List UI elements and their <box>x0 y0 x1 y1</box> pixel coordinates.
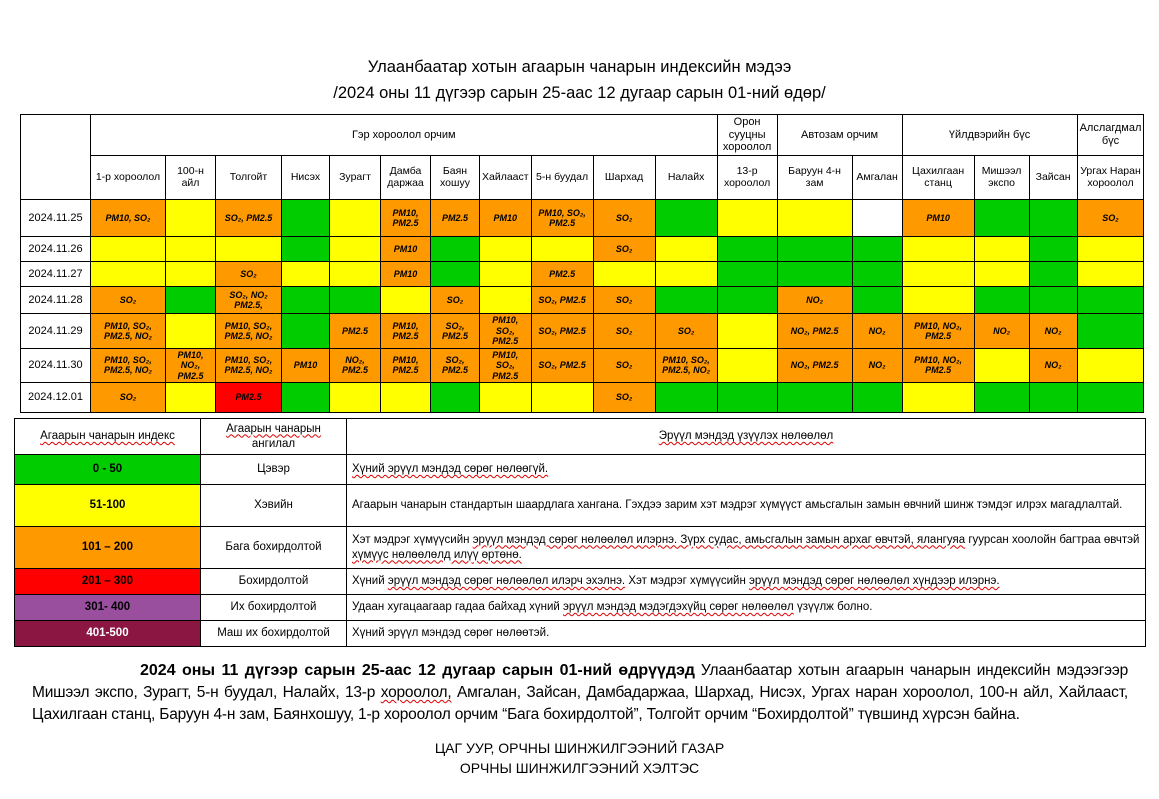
aqi-group-header-row <box>21 115 1144 156</box>
aqi-data-row <box>21 261 1144 286</box>
legend-header-row <box>15 419 1146 455</box>
station-column-header: 5-н буудал <box>531 155 593 199</box>
aqi-value-cell <box>902 382 974 412</box>
aqi-table-head <box>21 115 1144 200</box>
aqi-value-cell <box>330 236 381 261</box>
aqi-value-cell <box>1077 348 1144 382</box>
aqi-value-cell: SO₂ <box>431 286 480 313</box>
aqi-value-cell <box>852 236 902 261</box>
page-title-line1: Улаанбаатар хотын агаарын чанарын индексийн мэдээ <box>367 58 792 76</box>
aqi-value-cell <box>902 236 974 261</box>
date-cell: 2024.11.27 <box>21 261 91 286</box>
squiggle-text: эрүүл мэндэд сөрөг нөлөөлөл илэрч эхэлнэ. <box>387 575 626 588</box>
aqi-value-cell <box>1029 286 1077 313</box>
aqi-value-cell <box>166 286 216 313</box>
aqi-value-cell <box>282 286 330 313</box>
station-column-header: 100-н айл <box>166 155 216 199</box>
aqi-column-header-row <box>21 155 1144 199</box>
aqi-value-cell <box>431 261 480 286</box>
aqi-value-cell: NO₂ <box>852 348 902 382</box>
aqi-value-cell: SO₂ <box>593 286 655 313</box>
aqi-value-cell <box>593 261 655 286</box>
aqi-value-cell: SO₂, PM2.5 <box>531 348 593 382</box>
station-column-header: Нисэх <box>282 155 330 199</box>
aqi-value-cell: PM10 <box>381 261 431 286</box>
text-segment: Хэт мэдрэг хүмүүсийн <box>352 533 473 546</box>
aqi-value-cell: PM10, PM2.5 <box>381 199 431 236</box>
station-column-header: Цахилгаан станц <box>902 155 974 199</box>
aqi-value-cell <box>717 348 777 382</box>
aqi-value-cell <box>1029 382 1077 412</box>
aqi-value-cell: PM10 <box>282 348 330 382</box>
station-column-header: 13-р хороолол <box>717 155 777 199</box>
aqi-data-row <box>21 348 1144 382</box>
aqi-value-cell <box>531 382 593 412</box>
aqi-value-cell: SO₂ <box>593 348 655 382</box>
aqi-value-cell <box>166 236 216 261</box>
index-range-cell: 201 – 300 <box>15 569 201 595</box>
aqi-value-cell <box>330 199 381 236</box>
aqi-value-cell <box>717 313 777 348</box>
aqi-value-cell <box>1077 236 1144 261</box>
aqi-value-cell <box>282 261 330 286</box>
category-cell: Их бохирдолтой <box>201 595 347 621</box>
aqi-value-cell <box>1029 199 1077 236</box>
legend-row <box>15 569 1146 595</box>
aqi-value-cell <box>330 382 381 412</box>
text-segment: Хэт мэдрэг хүмүүсийн <box>625 575 750 588</box>
aqi-value-cell <box>480 261 532 286</box>
aqi-value-cell <box>974 286 1029 313</box>
aqi-value-cell: NO₂, PM2.5 <box>777 313 852 348</box>
aqi-value-cell: PM10 <box>480 199 532 236</box>
squiggle-text: эрүүл мэндэд сөрөг нөлөөлөл хүндээр илэрнэ. <box>749 575 1000 588</box>
aqi-value-cell: PM10, NO₂, PM2.5 <box>902 313 974 348</box>
index-range-cell: 101 – 200 <box>15 527 201 569</box>
aqi-value-cell: SO₂, NO₂ PM2.5, <box>216 286 282 313</box>
aqi-value-cell: PM10, SO₂, PM2.5 <box>531 199 593 236</box>
aqi-value-cell <box>655 199 717 236</box>
aqi-table <box>20 114 1144 413</box>
date-cell: 2024.11.25 <box>21 199 91 236</box>
index-range-cell: 0 - 50 <box>15 455 201 485</box>
aqi-value-cell <box>852 382 902 412</box>
squiggle-text: хороолол, <box>380 684 452 702</box>
aqi-value-cell <box>91 261 166 286</box>
aqi-value-cell <box>480 286 532 313</box>
aqi-value-cell: PM2.5 <box>330 313 381 348</box>
aqi-value-cell: NO₂, PM2.5 <box>330 348 381 382</box>
aqi-value-cell <box>777 261 852 286</box>
station-column-header: Зурагт <box>330 155 381 199</box>
zone-group-header: Үйлдвэрийн бүс <box>902 115 1077 156</box>
health-effect-cell <box>347 569 1146 595</box>
legend-header-cell <box>15 419 201 455</box>
legend-table-body <box>15 455 1146 647</box>
aqi-value-cell <box>282 236 330 261</box>
aqi-value-cell <box>1077 382 1144 412</box>
aqi-value-cell: PM10, PM2.5 <box>381 313 431 348</box>
aqi-value-cell <box>717 261 777 286</box>
station-column-header: Дамба даржаа <box>381 155 431 199</box>
aqi-value-cell <box>1077 313 1144 348</box>
index-range-cell: 301- 400 <box>15 595 201 621</box>
aqi-value-cell: PM10, SO₂, PM2.5, NO₂ <box>91 313 166 348</box>
aqi-data-row <box>21 236 1144 261</box>
page-title-line2: /2024 оны 11 дүгээр сарын 25-аас 12 дугаар сарын 01-ний өдөр/ <box>333 83 826 102</box>
text-segment: Хүний <box>352 575 388 588</box>
footer <box>0 738 1159 779</box>
aqi-value-cell <box>330 261 381 286</box>
aqi-value-cell: NO₂ <box>852 313 902 348</box>
aqi-value-cell: NO₂ <box>777 286 852 313</box>
zone-group-header: Автозам орчим <box>777 115 902 156</box>
index-range-cell: 51-100 <box>15 485 201 527</box>
aqi-value-cell: PM10, SO₂, PM2.5, NO₂ <box>91 348 166 382</box>
aqi-value-cell <box>216 236 282 261</box>
aqi-value-cell: SO₂, PM2.5 <box>431 313 480 348</box>
aqi-value-cell <box>902 286 974 313</box>
date-cell: 2024.12.01 <box>21 382 91 412</box>
aqi-value-cell: NO₂ <box>1029 348 1077 382</box>
health-effect-cell <box>347 595 1146 621</box>
health-effect-cell <box>347 527 1146 569</box>
aqi-value-cell: PM10, SO₂, PM2.5 <box>480 313 532 348</box>
aqi-value-cell: PM10, NO₂, PM2.5 <box>166 348 216 382</box>
aqi-value-cell: SO₂ <box>593 236 655 261</box>
aqi-value-cell <box>381 286 431 313</box>
aqi-value-cell <box>717 382 777 412</box>
legend-row <box>15 485 1146 527</box>
aqi-value-cell <box>852 261 902 286</box>
aqi-value-cell: NO₂ <box>1029 313 1077 348</box>
aqi-value-cell <box>1077 261 1144 286</box>
aqi-value-cell: PM10 <box>381 236 431 261</box>
page-title <box>0 55 1159 106</box>
aqi-value-cell: SO₂ <box>91 286 166 313</box>
station-column-header: Амгалан <box>852 155 902 199</box>
station-column-header: Зайсан <box>1029 155 1077 199</box>
aqi-value-cell: PM10, NO₂, PM2.5 <box>902 348 974 382</box>
date-cell: 2024.11.29 <box>21 313 91 348</box>
aqi-value-cell <box>330 286 381 313</box>
legend-row <box>15 595 1146 621</box>
aqi-value-cell <box>777 199 852 236</box>
aqi-value-cell <box>91 236 166 261</box>
aqi-value-cell: PM10, SO₂, PM2.5, NO₂ <box>655 348 717 382</box>
aqi-value-cell <box>531 236 593 261</box>
aqi-value-cell <box>282 313 330 348</box>
aqi-value-cell <box>717 199 777 236</box>
aqi-value-cell <box>166 313 216 348</box>
category-cell: Бохирдолтой <box>201 569 347 595</box>
aqi-value-cell: SO₂, PM2.5 <box>431 348 480 382</box>
legend-table <box>14 418 1146 647</box>
squiggle-text: хүмүүс нөлөөлөлд илүү өртөнө. <box>352 548 522 561</box>
zone-group-header: Алслагдмал бүс <box>1077 115 1144 156</box>
corner-cell <box>21 115 91 200</box>
station-column-header: Толгойт <box>216 155 282 199</box>
category-cell: Маш их бохирдолтой <box>201 621 347 647</box>
aqi-value-cell: SO₂ <box>593 199 655 236</box>
aqi-value-cell <box>655 382 717 412</box>
aqi-value-cell <box>655 261 717 286</box>
date-cell: 2024.11.26 <box>21 236 91 261</box>
health-effect-cell <box>347 485 1146 527</box>
footer-line2: ОРЧНЫ ШИНЖИЛГЭЭНИЙ ХЭЛТЭС <box>459 760 700 777</box>
text-segment: Улаанбаатар хотын агаарын чанарын индексийн мэдээгээр Мишээл экспо, Зурагт, 5-н буудал, Налайх, 13-р <box>32 661 1128 702</box>
aqi-value-cell: SO₂ <box>593 382 655 412</box>
aqi-table-body <box>21 199 1144 412</box>
aqi-value-cell <box>1029 236 1077 261</box>
aqi-value-cell <box>381 382 431 412</box>
aqi-value-cell <box>777 382 852 412</box>
zone-group-header: Гэр хороолол орчим <box>91 115 718 156</box>
aqi-value-cell: SO₂ <box>593 313 655 348</box>
aqi-value-cell: PM2.5 <box>431 199 480 236</box>
aqi-data-row <box>21 382 1144 412</box>
aqi-data-row <box>21 313 1144 348</box>
aqi-value-cell: PM10, SO₂, PM2.5, NO₂ <box>216 313 282 348</box>
aqi-value-cell: NO₂, PM2.5 <box>777 348 852 382</box>
legend-table-head <box>15 419 1146 455</box>
text-segment: Агаарын чанарын стандартын шаардлага хангана. Гэхдээ зарим хэт мэдрэг хүмүүст амьсгалын замын өвчний шинж тэмдэг илрэх магадлалтай. <box>352 499 1123 512</box>
aqi-value-cell: SO₂ <box>655 313 717 348</box>
footer-line1: ЦАГ УУР, ОРЧНЫ ШИНЖИЛГЭЭНИЙ ГАЗАР <box>434 740 725 756</box>
squiggle-text: Агаарын чанарын <box>226 422 321 435</box>
aqi-value-cell <box>282 199 330 236</box>
aqi-value-cell <box>431 382 480 412</box>
text-segment: үзүүлж болно. <box>793 601 873 614</box>
aqi-value-cell <box>777 236 852 261</box>
health-effect-cell <box>347 455 1146 485</box>
station-column-header: Баян хошуу <box>431 155 480 199</box>
station-column-header: 1-р хороолол <box>91 155 166 199</box>
aqi-data-row <box>21 286 1144 313</box>
aqi-value-cell: NO₂ <box>974 313 1029 348</box>
health-effect-cell <box>347 621 1146 647</box>
aqi-value-cell: PM10, SO₂, PM2.5 <box>480 348 532 382</box>
aqi-value-cell: SO₂ <box>1077 199 1144 236</box>
date-cell: 2024.11.28 <box>21 286 91 313</box>
category-cell: Цэвэр <box>201 455 347 485</box>
aqi-value-cell <box>974 348 1029 382</box>
aqi-value-cell: PM10, SO₂, PM2.5, NO₂ <box>216 348 282 382</box>
aqi-value-cell: PM10, PM2.5 <box>381 348 431 382</box>
aqi-value-cell <box>655 236 717 261</box>
squiggle-text: Агаарын чанарын индекс <box>40 430 175 443</box>
station-column-header: Мишээл экспо <box>974 155 1029 199</box>
aqi-value-cell <box>902 261 974 286</box>
aqi-value-cell <box>1029 261 1077 286</box>
aqi-value-cell <box>717 286 777 313</box>
index-range-cell: 401-500 <box>15 621 201 647</box>
aqi-value-cell <box>974 382 1029 412</box>
aqi-value-cell <box>431 236 480 261</box>
zone-group-header: Орон сууцны хороолол <box>717 115 777 156</box>
legend-header-cell <box>201 419 347 455</box>
aqi-value-cell: SO₂, PM2.5 <box>216 199 282 236</box>
aqi-value-cell: SO₂, PM2.5 <box>531 313 593 348</box>
aqi-value-cell <box>166 261 216 286</box>
text-segment: Хүний эрүүл мэндэд сөрөг нөлөөтэй. <box>352 627 550 640</box>
squiggle-text: Хүний эрүүл мэндэд сөрөг нөлөөгүй. <box>352 463 549 476</box>
legend-header-cell <box>347 419 1146 455</box>
category-cell: Бага бохирдолтой <box>201 527 347 569</box>
legend-row <box>15 621 1146 647</box>
aqi-value-cell <box>974 261 1029 286</box>
aqi-value-cell <box>1077 286 1144 313</box>
aqi-value-cell <box>166 382 216 412</box>
text-segment: Амгалан, Зайсан, Дамбадаржаа, Шархад, Нисэх, Ургах наран хороолол, 100-н айл, Хайлааст, Цахилгаан станц, Баруун 4-н зам, Баянхошуу, 1-р хороолол орчим “Бага бохирдолтой”, Толгойт орчим “Бохирдолтой” түвшинд хүрсэн байна. <box>32 684 1128 724</box>
aqi-value-cell <box>655 286 717 313</box>
aqi-data-row <box>21 199 1144 236</box>
aqi-value-cell: SO₂ <box>91 382 166 412</box>
station-column-header: Шархад <box>593 155 655 199</box>
squiggle-text: Эрүүл мэндэд үзүүлэх нөлөөлөл <box>658 430 834 443</box>
aqi-value-cell <box>166 199 216 236</box>
aqi-value-cell <box>852 286 902 313</box>
station-column-header: Баруун 4-н зам <box>777 155 852 199</box>
aqi-value-cell <box>974 236 1029 261</box>
date-cell: 2024.11.30 <box>21 348 91 382</box>
aqi-value-cell <box>974 199 1029 236</box>
legend-row <box>15 455 1146 485</box>
aqi-value-cell: PM10, SO₂ <box>91 199 166 236</box>
aqi-value-cell <box>480 382 532 412</box>
squiggle-text: эрүүл мэндэд сөрөг нөлөөлөл илэрнэ. Зүрх судас, амьсгалын замын архаг өвчтэй, ялангуяа <box>472 533 966 546</box>
aqi-value-cell: PM2.5 <box>216 382 282 412</box>
text-segment: гуурсан хоолойн багтраа өвчтэй <box>965 533 1140 546</box>
aqi-value-cell <box>852 199 902 236</box>
aqi-value-cell <box>282 382 330 412</box>
category-cell: Хэвийн <box>201 485 347 527</box>
aqi-value-cell: SO₂ <box>216 261 282 286</box>
station-column-header: Налайх <box>655 155 717 199</box>
summary-paragraph <box>32 660 1128 727</box>
station-column-header: Хайлааст <box>480 155 532 199</box>
aqi-value-cell: PM2.5 <box>531 261 593 286</box>
text-segment: 2024 оны 11 дүгээр сарын 25-аас 12 дугаар сарын 01-ний өдрүүдэд <box>140 661 695 679</box>
text-segment: Удаан хугацаагаар гадаа байхад хүний <box>352 601 563 614</box>
aqi-value-cell: SO₂, PM2.5 <box>531 286 593 313</box>
aqi-value-cell <box>717 236 777 261</box>
station-column-header: Ургах Наран хороолол <box>1077 155 1144 199</box>
aqi-value-cell <box>480 236 532 261</box>
text-segment: ангилал <box>251 437 296 450</box>
aqi-value-cell: PM10 <box>902 199 974 236</box>
legend-row <box>15 527 1146 569</box>
squiggle-text: эрүүл мэндэд мэдэгдэхүйц сөрөг нөлөөлөл <box>563 601 794 614</box>
